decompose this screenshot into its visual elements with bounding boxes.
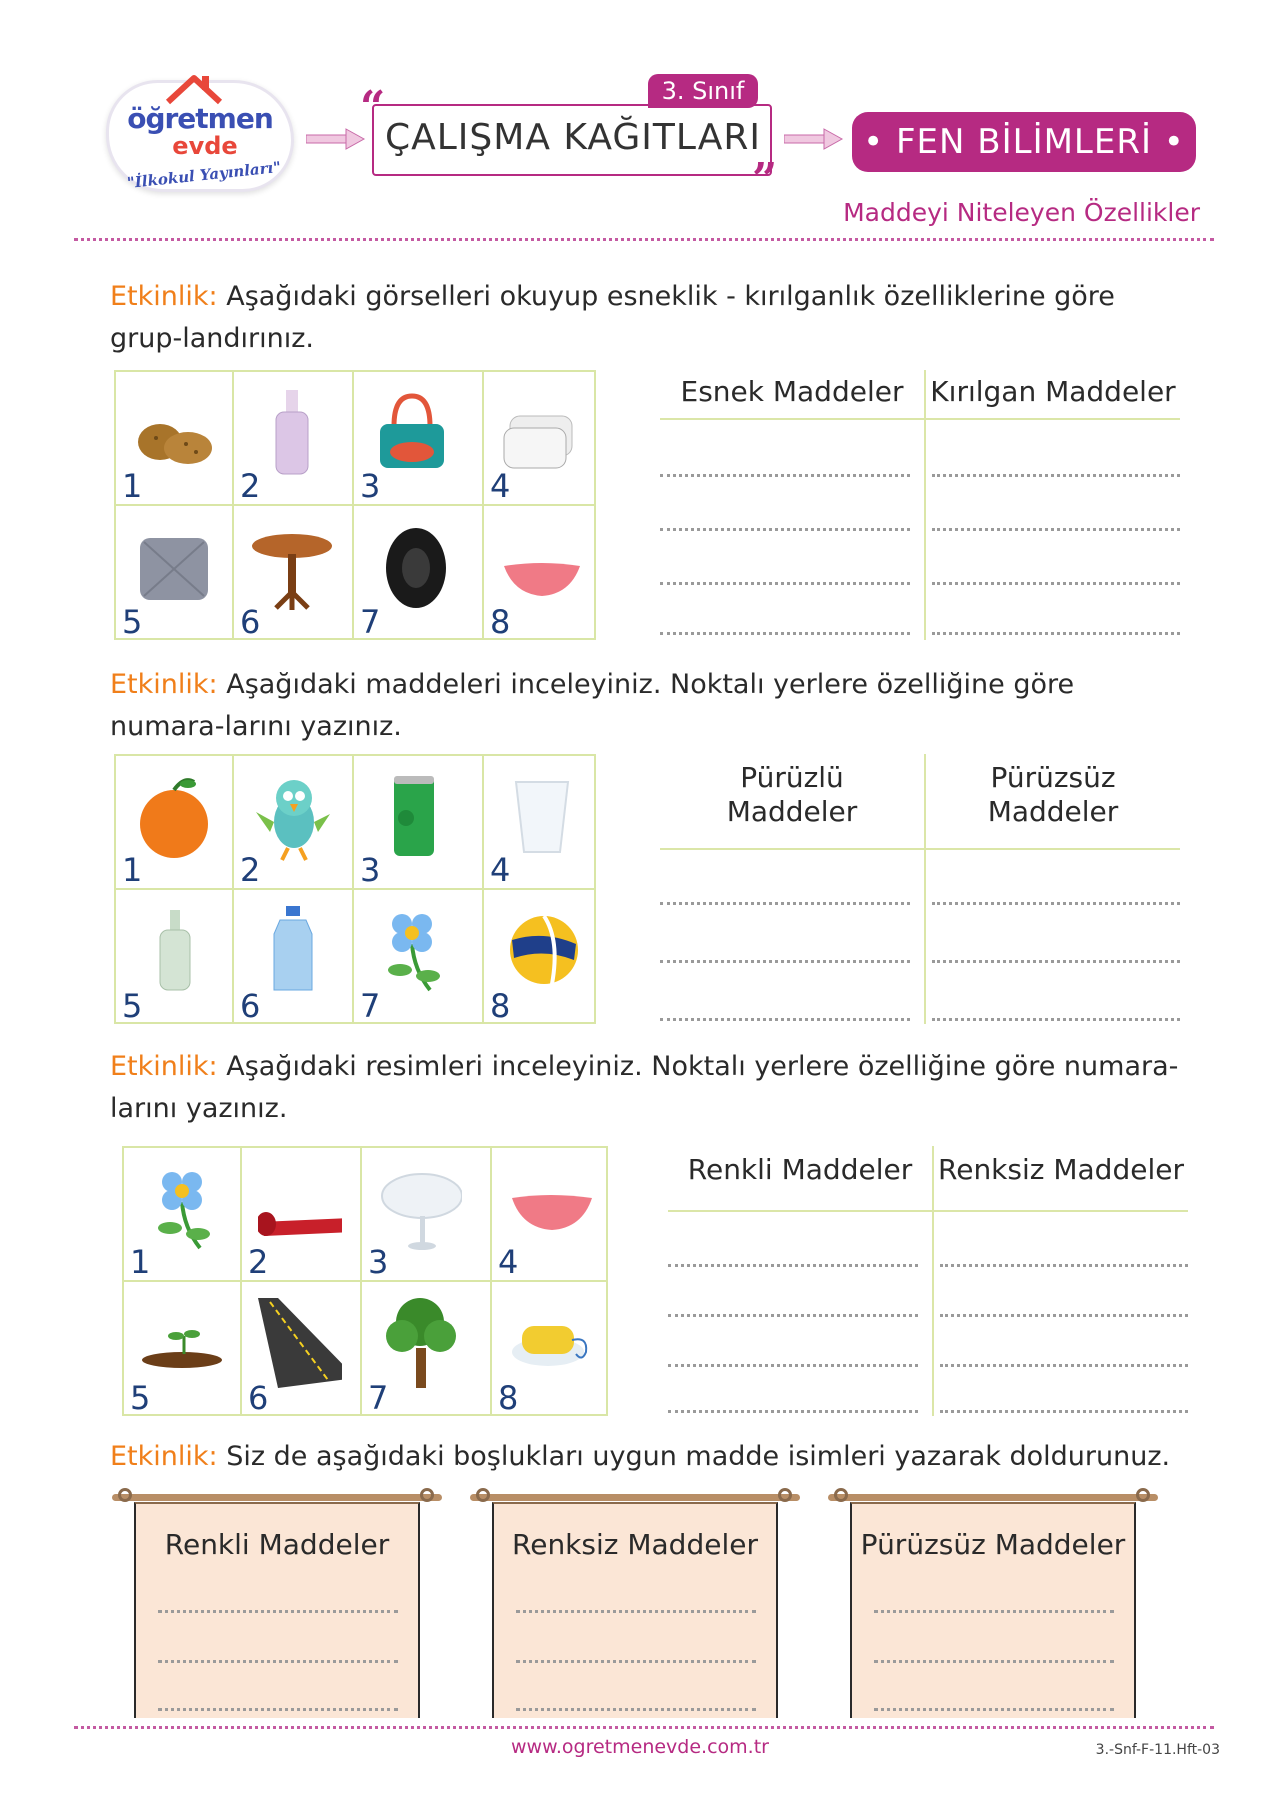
answer-blank[interactable] bbox=[874, 1610, 1114, 1613]
item-number: 8 bbox=[498, 1379, 519, 1417]
activity-2-instruction bbox=[110, 664, 1180, 748]
grid-cell bbox=[116, 506, 234, 640]
answer-blank[interactable] bbox=[932, 902, 1180, 905]
column-header: Esnek Maddeler bbox=[680, 375, 904, 408]
activity-keyword: Etkinlik: bbox=[110, 669, 218, 700]
item-number: 6 bbox=[248, 1379, 269, 1417]
header-underline bbox=[660, 848, 1180, 850]
answer-blank[interactable] bbox=[940, 1314, 1188, 1317]
item-number: 5 bbox=[122, 987, 143, 1025]
board-stick bbox=[112, 1494, 442, 1501]
logo-main-text: öğretmen bbox=[127, 102, 273, 135]
publisher-logo bbox=[100, 62, 300, 212]
tree-icon bbox=[378, 1292, 462, 1392]
item-number: 1 bbox=[130, 1243, 151, 1281]
board-title: Pürüzsüz Maddeler bbox=[860, 1528, 1126, 1561]
item-number: 8 bbox=[490, 603, 511, 641]
activity-keyword: Etkinlik: bbox=[110, 1441, 218, 1472]
answer-blank[interactable] bbox=[668, 1410, 918, 1413]
item-number: 7 bbox=[360, 987, 381, 1025]
grid-cell bbox=[234, 506, 354, 640]
answer-blank[interactable] bbox=[660, 1018, 910, 1021]
item-number: 4 bbox=[490, 851, 511, 889]
answer-blank[interactable] bbox=[516, 1660, 756, 1663]
bowl-icon bbox=[500, 516, 584, 616]
column-header: Renksiz Maddeler bbox=[938, 1153, 1184, 1186]
hanging-board bbox=[112, 1484, 442, 1720]
item-number: 5 bbox=[130, 1379, 151, 1417]
activity-text: Siz de aşağıdaki boşlukları uygun madde isimleri yazarak doldurunuz. bbox=[217, 1441, 1171, 1472]
answer-blank[interactable] bbox=[660, 632, 910, 635]
grid-cell bbox=[116, 890, 234, 1024]
answer-blank[interactable] bbox=[668, 1364, 918, 1367]
potatoes-icon bbox=[132, 382, 216, 482]
grid-cell bbox=[484, 756, 596, 890]
header-divider bbox=[74, 238, 1214, 241]
activity-1-answer-table bbox=[660, 370, 1180, 640]
activity-1-instruction bbox=[110, 276, 1180, 360]
hanging-board bbox=[828, 1484, 1158, 1720]
activity-keyword: Etkinlik: bbox=[110, 281, 218, 312]
page-title: ÇALIŞMA KAĞITLARI bbox=[384, 117, 762, 158]
flower-icon bbox=[370, 900, 454, 1000]
activity-text: Aşağıdaki görselleri okuyup esneklik - kırılganlık özelliklerine göre grup-landırınız. bbox=[110, 281, 1115, 354]
grade-badge: 3. Sınıf bbox=[648, 74, 758, 108]
wooden-table-icon bbox=[250, 516, 334, 616]
grid-cell bbox=[124, 1148, 242, 1282]
item-number: 6 bbox=[240, 603, 261, 641]
column-header: Maddeler bbox=[987, 795, 1119, 828]
column-divider bbox=[924, 370, 926, 640]
grid-cell bbox=[362, 1282, 492, 1416]
answer-blank[interactable] bbox=[158, 1660, 398, 1663]
cushion-icon bbox=[132, 516, 216, 616]
grid-cell bbox=[362, 1148, 492, 1282]
soil-sprout-icon bbox=[140, 1292, 224, 1392]
activity-1-image-grid bbox=[114, 370, 596, 640]
answer-blank[interactable] bbox=[158, 1610, 398, 1613]
column-header: Pürüzsüz bbox=[990, 761, 1116, 794]
activity-2-answer-table bbox=[660, 754, 1180, 1024]
activity-3-instruction bbox=[110, 1046, 1180, 1130]
grid-cell bbox=[354, 756, 484, 890]
column-divider bbox=[932, 1146, 934, 1416]
page-code: 3.-Snf-F-11.Hft-03 bbox=[1095, 1742, 1220, 1758]
grid-cell bbox=[234, 890, 354, 1024]
grid-cell bbox=[124, 1282, 242, 1416]
answer-blank[interactable] bbox=[874, 1660, 1114, 1663]
board-title: Renkli Maddeler bbox=[164, 1528, 390, 1561]
item-number: 6 bbox=[240, 987, 261, 1025]
activity-text: Aşağıdaki resimleri inceleyiniz. Noktalı yerlere özelliğine göre numara-larını yazınız. bbox=[110, 1051, 1179, 1124]
arrow-right-icon bbox=[306, 128, 366, 150]
hanging-board bbox=[470, 1484, 800, 1720]
item-number: 4 bbox=[498, 1243, 519, 1281]
subject-badge: • FEN BİLİMLERİ • bbox=[852, 112, 1196, 172]
grid-cell bbox=[116, 756, 234, 890]
answer-blank[interactable] bbox=[932, 1018, 1180, 1021]
house-roof-icon bbox=[164, 72, 224, 106]
answer-blank[interactable] bbox=[660, 960, 910, 963]
answer-blank[interactable] bbox=[932, 632, 1180, 635]
logo-sub-text: evde bbox=[172, 132, 238, 160]
glass-bottle-icon bbox=[132, 900, 216, 1000]
answer-blank[interactable] bbox=[932, 528, 1180, 531]
bowl-icon bbox=[508, 1158, 592, 1258]
footer-website-link[interactable]: www.ogretmenevde.com.tr bbox=[511, 1736, 769, 1758]
red-mat-icon bbox=[258, 1158, 342, 1258]
item-number: 1 bbox=[122, 467, 143, 505]
grid-cell bbox=[484, 890, 596, 1024]
tire-icon bbox=[370, 516, 454, 616]
grid-cell bbox=[354, 890, 484, 1024]
orange-icon bbox=[132, 766, 216, 866]
plastic-bottle-icon bbox=[250, 900, 334, 1000]
hook-icon bbox=[118, 1488, 132, 1502]
handbag-icon bbox=[370, 382, 454, 482]
item-number: 3 bbox=[360, 467, 381, 505]
hook-icon bbox=[778, 1488, 792, 1502]
answer-blank[interactable] bbox=[660, 902, 910, 905]
column-divider bbox=[924, 754, 926, 1024]
hook-icon bbox=[834, 1488, 848, 1502]
answer-blank[interactable] bbox=[932, 582, 1180, 585]
column-header: Kırılgan Maddeler bbox=[930, 375, 1176, 408]
header-underline bbox=[660, 418, 1180, 420]
drinking-glass-icon bbox=[500, 766, 584, 866]
item-number: 1 bbox=[122, 851, 143, 889]
item-number: 2 bbox=[248, 1243, 269, 1281]
flower-icon bbox=[140, 1158, 224, 1258]
header-underline bbox=[668, 1210, 1188, 1212]
activity-3-answer-table bbox=[668, 1146, 1188, 1416]
grid-cell bbox=[234, 372, 354, 506]
open-quote-mark: “ bbox=[360, 82, 386, 133]
arrow-right-icon bbox=[784, 128, 844, 150]
answer-blank[interactable] bbox=[660, 474, 910, 477]
activity-keyword: Etkinlik: bbox=[110, 1051, 218, 1082]
grid-cell bbox=[242, 1282, 362, 1416]
grid-cell bbox=[242, 1148, 362, 1282]
glass-bottle-icon bbox=[250, 382, 334, 482]
item-number: 8 bbox=[490, 987, 511, 1025]
item-number: 2 bbox=[240, 467, 261, 505]
answer-blank[interactable] bbox=[940, 1264, 1188, 1267]
bird-icon bbox=[250, 766, 334, 866]
logo-tagline: "İlkokul Yayınları" bbox=[126, 157, 282, 193]
item-number: 3 bbox=[368, 1243, 389, 1281]
soda-can-icon bbox=[370, 766, 454, 866]
grid-cell bbox=[234, 756, 354, 890]
answer-blank[interactable] bbox=[668, 1264, 918, 1267]
item-number: 7 bbox=[360, 603, 381, 641]
answer-blank[interactable] bbox=[158, 1708, 398, 1711]
item-number: 5 bbox=[122, 603, 143, 641]
sponge-icon bbox=[508, 1292, 592, 1392]
close-quote-mark: ” bbox=[752, 154, 778, 205]
answer-blank[interactable] bbox=[940, 1410, 1188, 1413]
answer-blank[interactable] bbox=[516, 1708, 756, 1711]
board-stick bbox=[828, 1494, 1158, 1501]
answer-blank[interactable] bbox=[932, 474, 1180, 477]
answer-blank[interactable] bbox=[660, 528, 910, 531]
activity-2-image-grid bbox=[114, 754, 596, 1024]
item-number: 3 bbox=[360, 851, 381, 889]
topic-subtitle: Maddeyi Niteleyen Özellikler bbox=[843, 198, 1200, 227]
board-stick bbox=[470, 1494, 800, 1501]
hook-icon bbox=[476, 1488, 490, 1502]
footer-divider bbox=[74, 1726, 1214, 1729]
hook-icon bbox=[1136, 1488, 1150, 1502]
board-title: Renksiz Maddeler bbox=[512, 1528, 758, 1561]
grid-cell bbox=[492, 1148, 608, 1282]
grid-cell bbox=[354, 506, 484, 640]
grid-cell bbox=[484, 372, 596, 506]
grid-cell bbox=[354, 372, 484, 506]
grid-cell bbox=[484, 506, 596, 640]
pillows-icon bbox=[500, 382, 584, 482]
item-number: 4 bbox=[490, 467, 511, 505]
hook-icon bbox=[420, 1488, 434, 1502]
grid-cell bbox=[116, 372, 234, 506]
activity-text: Aşağıdaki maddeleri inceleyiniz. Noktalı yerlere özelliğine göre numara-larını yazınız. bbox=[110, 669, 1075, 742]
column-header: Maddeler bbox=[726, 795, 858, 828]
answer-blank[interactable] bbox=[660, 582, 910, 585]
glass-table-icon bbox=[378, 1158, 462, 1258]
activity-3-image-grid bbox=[122, 1146, 608, 1416]
grid-cell bbox=[492, 1282, 608, 1416]
road-icon bbox=[258, 1292, 342, 1392]
answer-blank[interactable] bbox=[668, 1314, 918, 1317]
answer-blank[interactable] bbox=[516, 1610, 756, 1613]
volleyball-icon bbox=[500, 900, 584, 1000]
answer-blank[interactable] bbox=[932, 960, 1180, 963]
item-number: 2 bbox=[240, 851, 261, 889]
column-header: Renkli Maddeler bbox=[687, 1153, 913, 1186]
answer-blank[interactable] bbox=[874, 1708, 1114, 1711]
activity-4-instruction bbox=[110, 1436, 1180, 1478]
answer-blank[interactable] bbox=[940, 1364, 1188, 1367]
item-number: 7 bbox=[368, 1379, 389, 1417]
column-header: Pürüzlü bbox=[740, 761, 844, 794]
